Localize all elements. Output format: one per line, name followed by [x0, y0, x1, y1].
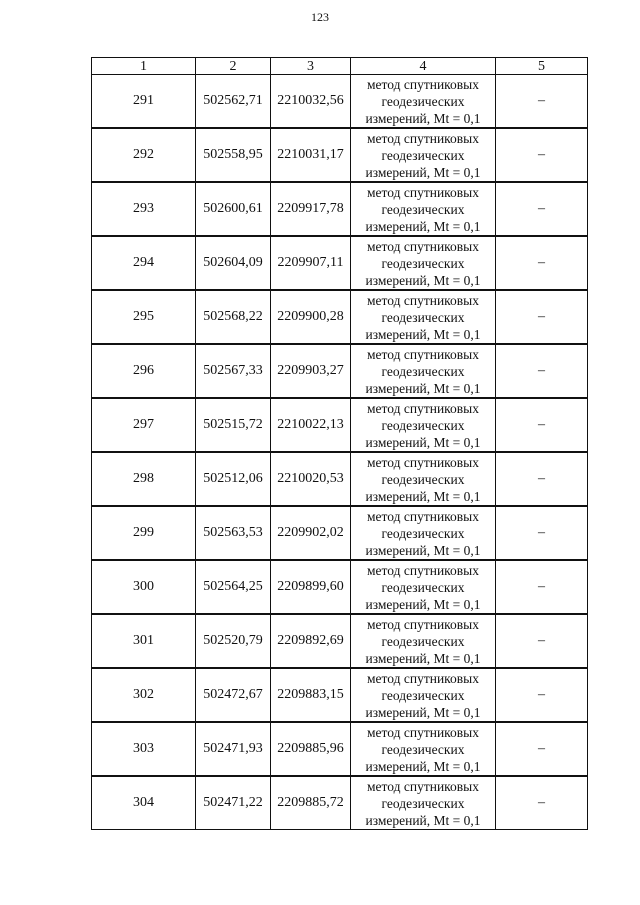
method-line: геодезических	[381, 147, 465, 163]
header-row	[92, 58, 588, 75]
method-line: геодезических	[381, 471, 465, 487]
x-coordinate-cell: 502471,22	[196, 776, 271, 830]
y-coordinate-cell: 2209892,69	[271, 614, 351, 668]
method-line: геодезических	[381, 795, 465, 811]
y-coordinate-cell: 2210020,53	[271, 452, 351, 506]
method-line: геодезических	[381, 741, 465, 757]
x-coordinate-cell: 502563,53	[196, 506, 271, 560]
method-line: геодезических	[381, 363, 465, 379]
method-cell	[351, 344, 496, 398]
table-row	[92, 614, 588, 668]
method-line: измерений, Mt = 0,1	[365, 488, 481, 504]
method-line: измерений, Mt = 0,1	[365, 110, 481, 126]
method-line: геодезических	[381, 525, 465, 541]
method-line: метод спутниковых	[367, 724, 479, 740]
method-line: метод спутниковых	[367, 670, 479, 686]
method-line: метод спутниковых	[367, 184, 479, 200]
description-cell: –	[496, 722, 588, 776]
method-line: измерений, Mt = 0,1	[365, 542, 481, 558]
method-cell	[351, 776, 496, 830]
method-cell	[351, 75, 496, 129]
x-coordinate-cell: 502600,61	[196, 182, 271, 236]
method-line: метод спутниковых	[367, 508, 479, 524]
table-row	[92, 344, 588, 398]
point-number-cell: 295	[92, 290, 196, 344]
table-row	[92, 722, 588, 776]
method-cell	[351, 236, 496, 290]
x-coordinate-cell: 502471,93	[196, 722, 271, 776]
table-row	[92, 290, 588, 344]
method-line: геодезических	[381, 201, 465, 217]
table-row	[92, 398, 588, 452]
x-coordinate-cell: 502512,06	[196, 452, 271, 506]
table-row	[92, 128, 588, 182]
method-line: геодезических	[381, 579, 465, 595]
method-line: измерений, Mt = 0,1	[365, 434, 481, 450]
method-line: измерений, Mt = 0,1	[365, 218, 481, 234]
y-coordinate-cell: 2209902,02	[271, 506, 351, 560]
method-line: измерений, Mt = 0,1	[365, 596, 481, 612]
description-cell: –	[496, 182, 588, 236]
point-number-cell: 303	[92, 722, 196, 776]
method-line: метод спутниковых	[367, 346, 479, 362]
y-coordinate-cell: 2209885,72	[271, 776, 351, 830]
page-number: 123	[311, 10, 329, 24]
column-header-4: 4	[351, 58, 496, 75]
method-line: метод спутниковых	[367, 778, 479, 794]
y-coordinate-cell: 2209900,28	[271, 290, 351, 344]
method-cell	[351, 128, 496, 182]
description-cell: –	[496, 776, 588, 830]
description-cell: –	[496, 398, 588, 452]
method-line: измерений, Mt = 0,1	[365, 704, 481, 720]
description-cell: –	[496, 560, 588, 614]
description-cell: –	[496, 128, 588, 182]
description-cell: –	[496, 344, 588, 398]
point-number-cell: 298	[92, 452, 196, 506]
description-cell: –	[496, 668, 588, 722]
method-line: геодезических	[381, 633, 465, 649]
method-line: метод спутниковых	[367, 76, 479, 92]
method-cell	[351, 182, 496, 236]
x-coordinate-cell: 502604,09	[196, 236, 271, 290]
column-header-3: 3	[271, 58, 351, 75]
point-number-cell: 292	[92, 128, 196, 182]
method-cell	[351, 722, 496, 776]
table-row	[92, 75, 588, 129]
method-line: метод спутниковых	[367, 238, 479, 254]
method-cell	[351, 560, 496, 614]
table-row	[92, 776, 588, 830]
method-cell	[351, 398, 496, 452]
table-row	[92, 182, 588, 236]
method-line: измерений, Mt = 0,1	[365, 380, 481, 396]
method-line: геодезических	[381, 309, 465, 325]
x-coordinate-cell: 502515,72	[196, 398, 271, 452]
y-coordinate-cell: 2210032,56	[271, 75, 351, 129]
point-number-cell: 294	[92, 236, 196, 290]
x-coordinate-cell: 502472,67	[196, 668, 271, 722]
table-row	[92, 236, 588, 290]
method-cell	[351, 614, 496, 668]
description-cell: –	[496, 452, 588, 506]
method-line: геодезических	[381, 687, 465, 703]
point-number-cell: 301	[92, 614, 196, 668]
point-number-cell: 297	[92, 398, 196, 452]
method-line: геодезических	[381, 255, 465, 271]
method-line: геодезических	[381, 93, 465, 109]
method-line: метод спутниковых	[367, 400, 479, 416]
column-header-1: 1	[92, 58, 196, 75]
x-coordinate-cell: 502568,22	[196, 290, 271, 344]
point-number-cell: 291	[92, 75, 196, 129]
method-cell	[351, 668, 496, 722]
method-cell	[351, 290, 496, 344]
x-coordinate-cell: 502562,71	[196, 75, 271, 129]
table-row	[92, 506, 588, 560]
x-coordinate-cell: 502558,95	[196, 128, 271, 182]
column-header-5: 5	[496, 58, 588, 75]
y-coordinate-cell: 2209903,27	[271, 344, 351, 398]
table-row	[92, 668, 588, 722]
method-line: измерений, Mt = 0,1	[365, 272, 481, 288]
x-coordinate-cell: 502567,33	[196, 344, 271, 398]
method-cell	[351, 452, 496, 506]
y-coordinate-cell: 2210031,17	[271, 128, 351, 182]
coordinates-table	[91, 57, 588, 830]
table-body	[92, 75, 588, 830]
point-number-cell: 302	[92, 668, 196, 722]
method-line: метод спутниковых	[367, 616, 479, 632]
method-line: измерений, Mt = 0,1	[365, 758, 481, 774]
method-line: измерений, Mt = 0,1	[365, 164, 481, 180]
y-coordinate-cell: 2209883,15	[271, 668, 351, 722]
method-line: измерений, Mt = 0,1	[365, 326, 481, 342]
y-coordinate-cell: 2209885,96	[271, 722, 351, 776]
point-number-cell: 293	[92, 182, 196, 236]
table-row	[92, 560, 588, 614]
method-line: геодезических	[381, 417, 465, 433]
method-line: метод спутниковых	[367, 454, 479, 470]
column-header-2: 2	[196, 58, 271, 75]
method-cell	[351, 506, 496, 560]
description-cell: –	[496, 614, 588, 668]
y-coordinate-cell: 2209907,11	[271, 236, 351, 290]
description-cell: –	[496, 236, 588, 290]
method-line: метод спутниковых	[367, 562, 479, 578]
point-number-cell: 304	[92, 776, 196, 830]
y-coordinate-cell: 2209899,60	[271, 560, 351, 614]
point-number-cell: 299	[92, 506, 196, 560]
y-coordinate-cell: 2210022,13	[271, 398, 351, 452]
description-cell: –	[496, 290, 588, 344]
description-cell: –	[496, 75, 588, 129]
method-line: измерений, Mt = 0,1	[365, 812, 481, 828]
method-line: метод спутниковых	[367, 130, 479, 146]
table-row	[92, 452, 588, 506]
y-coordinate-cell: 2209917,78	[271, 182, 351, 236]
method-line: измерений, Mt = 0,1	[365, 650, 481, 666]
x-coordinate-cell: 502564,25	[196, 560, 271, 614]
point-number-cell: 300	[92, 560, 196, 614]
method-line: метод спутниковых	[367, 292, 479, 308]
x-coordinate-cell: 502520,79	[196, 614, 271, 668]
point-number-cell: 296	[92, 344, 196, 398]
description-cell: –	[496, 506, 588, 560]
